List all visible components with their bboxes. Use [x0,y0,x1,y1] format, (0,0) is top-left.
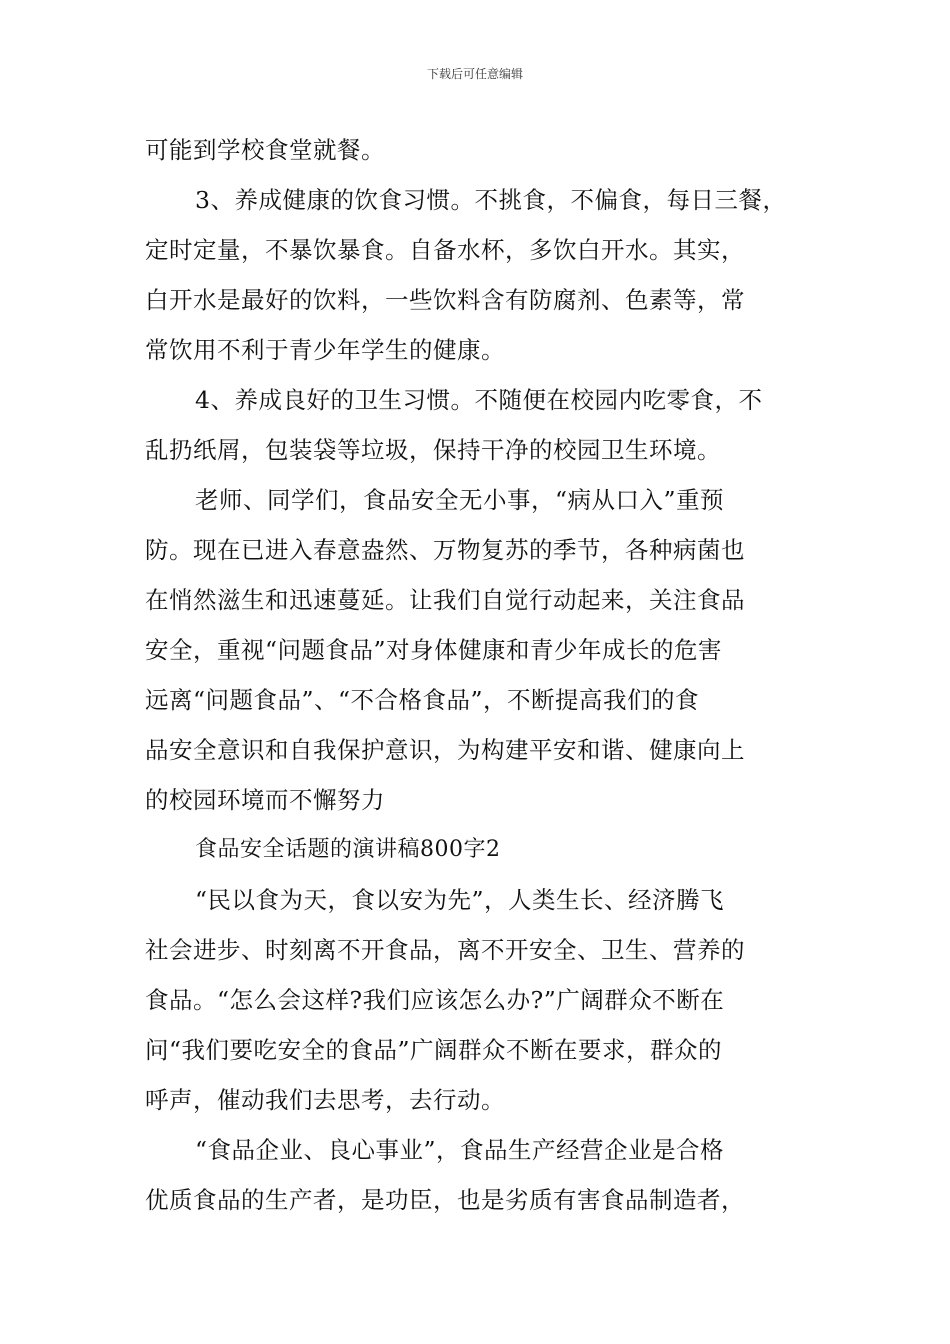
text-line: 常饮用不利于青少年学生的健康。 [145,336,505,364]
paragraph [145,375,810,475]
text-line: 呼声，催动我们去思考，去行动。 [145,1086,505,1114]
paragraph [145,125,810,175]
text-line: 防。现在已进入春意盎然、万物复苏的季节，各种病菌也 [145,536,745,564]
text-line: 的校园环境而不懈努力 [145,786,385,814]
text-line: 4、养成良好的卫生习惯。不随便在校园内吃零食，不 [195,386,763,414]
text-line: 老师、同学们，食品安全无小事，“病从口入”重预 [195,486,725,514]
heading-text: 食品安全话题的演讲稿800字2 [195,837,501,862]
text-line: 问“我们要吃安全的食品”广阔群众不断在要求，群众的 [145,1036,723,1064]
page-header: 下载后可任意编辑 [426,67,523,81]
text-line: 食品。“怎么会这样?我们应该怎么办?”广阔群众不断在 [145,986,725,1014]
text-line: 定时定量，不暴饮暴食。自备水杯，多饮白开水。其实， [145,236,745,264]
text-line: 安全，重视“问题食品”对身体健康和青少年成长的危害 [145,636,723,664]
text-line: 3、养成健康的饮食习惯。不挑食，不偏食，每日三餐， [195,186,787,214]
section-heading [145,825,810,875]
text-line: 品安全意识和自我保护意识，为构建平安和谐、健康向上 [145,736,745,764]
text-line: 社会进步、时刻离不开食品，离不开安全、卫生、营养的 [145,936,745,964]
text-line: 远离“问题食品”、“不合格食品”，不断提高我们的食 [145,686,700,714]
text-line: 在悄然滋生和迅速蔓延。让我们自觉行动起来，关注食品 [145,586,745,614]
text-line: 可能到学校食堂就餐。 [145,136,385,164]
text-line: 白开水是最好的饮料，一些饮料含有防腐剂、色素等，常 [145,286,745,314]
text-line: “食品企业、良心事业”，食品生产经营企业是合格 [195,1136,725,1164]
paragraph [145,1125,810,1225]
text-line: 优质食品的生产者，是功臣，也是劣质有害食品制造者， [145,1186,745,1214]
paragraph [145,875,810,1125]
text-line: “民以食为天，食以安为先”，人类生长、经济腾飞 [195,886,725,914]
paragraph [145,475,810,825]
document-body [145,125,810,1225]
text-line: 乱扔纸屑，包装袋等垃圾，保持干净的校园卫生环境。 [145,436,721,464]
paragraph [145,175,810,375]
